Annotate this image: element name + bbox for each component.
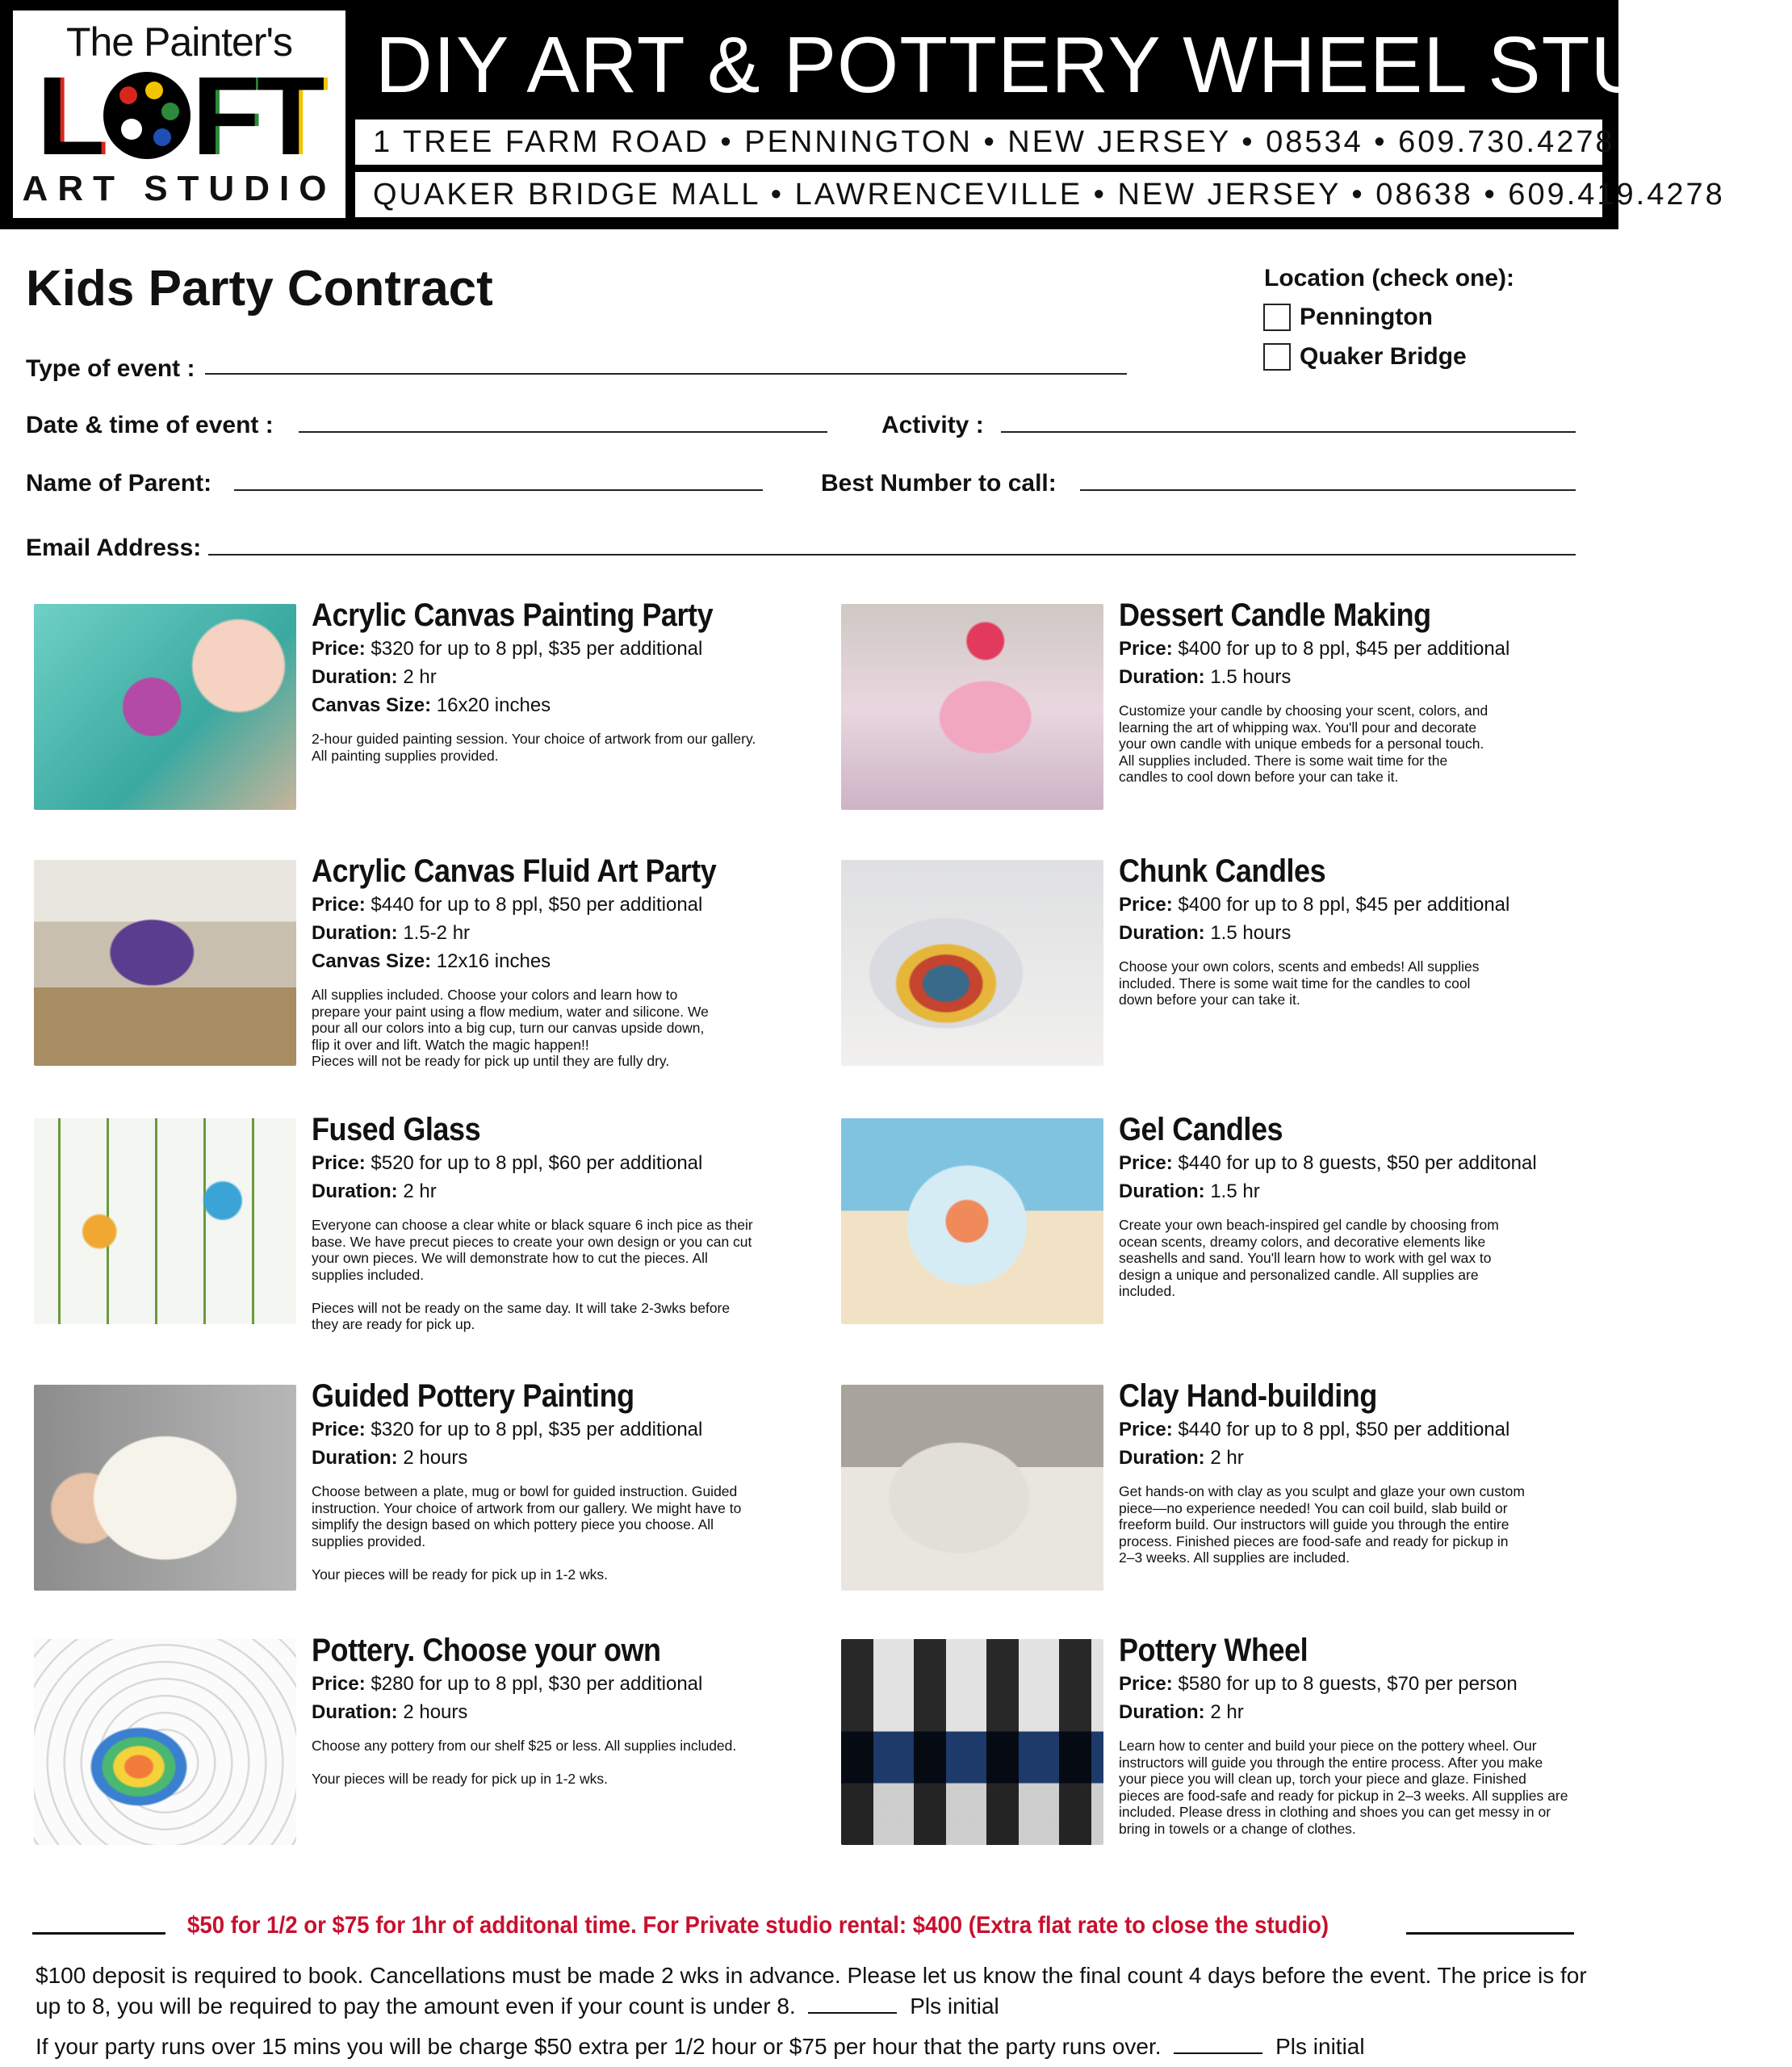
activity-photo — [841, 1118, 1103, 1324]
activity-photo — [34, 1118, 296, 1324]
activity-description: Choose your own colors, scents and embeds! All supplies included. There is some wait time for the candles to cool down before your can take it. — [1119, 958, 1480, 1008]
activity-photo — [34, 1639, 296, 1845]
checkbox-label-quaker-bridge: Quaker Bridge — [1300, 343, 1467, 370]
best-number-label: Best Number to call: — [821, 470, 1057, 497]
activity-card-dessert-candle-making — [841, 596, 1632, 838]
activity-name: Pottery. Choose your own — [312, 1633, 661, 1668]
activity-description: Create your own beach-inspired gel candle by choosing from ocean scents, dreamy colors, and decorative elements like seashells and sand. You'll learn how to work with gel wax to design a unique and personalized candle. All supplies are included. — [1119, 1217, 1499, 1299]
activity-duration: Duration: 2 hours — [312, 1701, 468, 1723]
deposit-initial-field[interactable] — [808, 1996, 897, 2014]
activity-name: Dessert Candle Making — [1119, 597, 1431, 633]
overtime-initial-field[interactable] — [1174, 2036, 1262, 2054]
extra-time-note: $50 for 1/2 or $75 for 1hr of additonal time. For Private studio rental: $400 (Extra flat rate to close the studio) — [187, 1912, 1329, 1939]
checkbox-quaker-bridge[interactable] — [1263, 343, 1291, 371]
activity-duration: Duration: 2 hr — [312, 1180, 437, 1202]
activity-photo — [34, 860, 296, 1066]
activity-duration: Duration: 1.5 hr — [1119, 1180, 1260, 1202]
activity-price: Price: $580 for up to 8 guests, $70 per person — [1119, 1673, 1518, 1695]
email-label: Email Address: — [26, 535, 202, 561]
activity-description: Choose any pottery from our shelf $25 or less. All supplies included. Your pieces will be ready for pick up in 1-2 wks. — [312, 1738, 737, 1787]
deposit-initial-label: Pls initial — [910, 1994, 999, 2019]
activity-card-chunk-candles — [841, 852, 1632, 1094]
activity-info — [1119, 1110, 1631, 1300]
footer-rule-left — [32, 1932, 165, 1935]
activity-card-clay-hand-building — [841, 1377, 1632, 1619]
activity-duration: Duration: 2 hr — [1119, 1447, 1244, 1469]
activity-card-pottery-wheel — [841, 1631, 1632, 1873]
studio-title: DIY ART & POTTERY WHEEL STUDIO — [375, 20, 1792, 109]
address-pennington: 1 TREE FARM ROAD • PENNINGTON • NEW JERSEY • 08534 • 609.730.4278 — [355, 119, 1602, 165]
activity-description: Choose between a plate, mug or bowl for guided instruction. Guided instruction. Your choice of artwork from our gallery. We might have to simplify the design based on which pottery piece you choose. All supplies provided. Your pieces will be ready for pick up in 1-2 wks. — [312, 1483, 742, 1583]
activity-price: Price: $400 for up to 8 ppl, $45 per additional — [1119, 894, 1510, 916]
activity-info — [312, 1377, 824, 1583]
activity-photo — [841, 1385, 1103, 1591]
activity-description: Get hands-on with clay as you sculpt and glaze your own custom piece—no experience needed! You can coil build, slab build or freeform build. Our instructors will guide you through the entire process. Finished pieces are food-safe and ready for pickup in 2–3 weeks. All supplies are included. — [1119, 1483, 1525, 1566]
overtime-terms — [36, 2031, 1593, 2062]
activity-description: Everyone can choose a clear white or black square 6 inch pice as their base. We have precut pieces to create your own design or you can cut your own pieces. We will demonstrate how to cut the pieces. All supplies included. Pieces will not be ready on the same day. It will take 2-3wks before they are ready for pick up. — [312, 1217, 753, 1332]
activity-card-acrylic-canvas-painting-party — [34, 596, 825, 838]
activity-name: Acrylic Canvas Fluid Art Party — [312, 853, 717, 889]
parent-name-label: Name of Parent: — [26, 470, 212, 497]
activity-name: Acrylic Canvas Painting Party — [312, 597, 714, 633]
activity-name: Guided Pottery Painting — [312, 1378, 634, 1414]
activity-description: Learn how to center and build your piece on the pottery wheel. Our instructors will guide you through the entire process. After you make your piece you will clean up, torch your piece and glaze. Finished pieces are food-safe and ready for pickup in 2–3 weeks. All supplies are included. Please dress in clothing and shoes you can get messy in or bring in towels or a change of clothes. — [1119, 1738, 1568, 1837]
activity-card-acrylic-canvas-fluid-art-party — [34, 852, 825, 1094]
activity-price: Price: $440 for up to 8 guests, $50 per additonal — [1119, 1152, 1537, 1174]
activity-info — [1119, 1377, 1631, 1566]
activity-description: Customize your candle by choosing your scent, colors, and learning the art of whipping wax. You'll pour and decorate your own candle with unique embeds for a personal touch. All supplies included. There is some wait time for the candles to cool down before your can take it. — [1119, 702, 1488, 785]
activity-duration: Duration: 2 hr — [312, 666, 437, 688]
activity-name: Gel Candles — [1119, 1112, 1283, 1147]
activity-name: Pottery Wheel — [1119, 1633, 1308, 1668]
activity-price: Price: $520 for up to 8 ppl, $60 per additional — [312, 1152, 703, 1174]
page-title: Kids Party Contract — [26, 261, 493, 317]
best-number-field[interactable] — [1080, 489, 1576, 491]
activity-info — [1119, 852, 1631, 1008]
activity-description: All supplies included. Choose your colors and learn how to prepare your paint using a flow medium, water and silicone. We pour all our colors into a big cup, turn our canvas upside down, flip it over and lift. Watch the magic happen!! Pieces will not be ready for pick up until they are fully dry. — [312, 987, 709, 1069]
activity-price: Price: $440 for up to 8 ppl, $50 per additional — [312, 894, 703, 916]
activity-price: Price: $320 for up to 8 ppl, $35 per additional — [312, 638, 703, 660]
date-time-field[interactable] — [299, 431, 827, 433]
activity-photo — [34, 604, 296, 810]
activity-card-pottery-choose-your-own — [34, 1631, 825, 1873]
palette-icon — [103, 72, 191, 159]
activity-duration: Duration: 1.5 hours — [1119, 922, 1292, 944]
location-title: Location (check one): — [1264, 265, 1515, 291]
activity-duration: Duration: 2 hr — [1119, 1701, 1244, 1723]
activity-name: Clay Hand-building — [1119, 1378, 1377, 1414]
activity-info — [312, 1110, 824, 1333]
header-banner — [0, 0, 1792, 229]
activity-name: Chunk Candles — [1119, 853, 1326, 889]
overtime-initial-label: Pls initial — [1275, 2034, 1365, 2059]
deposit-text: $100 deposit is required to book. Cancellations must be made 2 wks in advance. Please let us know the final count 4 days before the event. The price is for up to 8, you will be required to pay the amount even if your count is under 8. — [36, 1963, 1587, 2019]
activity-duration: Duration: 2 hours — [312, 1447, 468, 1469]
footer-rule-right — [1406, 1932, 1574, 1935]
activity-price: Price: $440 for up to 8 ppl, $50 per additional — [1119, 1419, 1510, 1440]
date-time-label: Date & time of event : — [26, 412, 274, 438]
deposit-terms — [36, 1960, 1593, 2022]
activity-duration: Duration: 1.5 hours — [1119, 666, 1292, 688]
activity-photo — [841, 604, 1103, 810]
type-of-event-label: Type of event : — [26, 355, 195, 382]
logo-tagline: The Painter's — [65, 19, 293, 65]
activity-info — [1119, 596, 1631, 786]
activity-info — [312, 596, 824, 764]
activity-photo — [841, 860, 1103, 1066]
type-of-event-field[interactable] — [205, 373, 1127, 375]
address-quaker-bridge: QUAKER BRIDGE MALL • LAWRENCEVILLE • NEW JERSEY • 08638 • 609.419.4278 — [355, 172, 1602, 217]
activity-price: Price: $280 for up to 8 ppl, $30 per additional — [312, 1673, 703, 1695]
activity-info — [1119, 1631, 1631, 1837]
activity-card-fused-glass — [34, 1110, 825, 1352]
activity-photo — [34, 1385, 296, 1591]
activity-description: 2-hour guided painting session. Your choice of artwork from our gallery. All painting supplies provided. — [312, 731, 756, 764]
activity-canvas-size: Canvas Size: 12x16 inches — [312, 950, 551, 972]
logo-subtitle: ART STUDIO — [22, 169, 337, 208]
parent-name-field[interactable] — [234, 489, 763, 491]
activity-photo — [841, 1639, 1103, 1845]
activity-info — [312, 1631, 824, 1788]
checkbox-label-pennington: Pennington — [1300, 304, 1433, 330]
email-field[interactable] — [208, 554, 1576, 556]
activity-duration: Duration: 1.5-2 hr — [312, 922, 471, 944]
checkbox-pennington[interactable] — [1263, 304, 1291, 331]
activity-price: Price: $400 for up to 8 ppl, $45 per additional — [1119, 638, 1510, 660]
overtime-text: If your party runs over 15 mins you will be charge $50 extra per 1/2 hour or $75 per hour that the party runs over. — [36, 2034, 1162, 2059]
activity-card-guided-pottery-painting — [34, 1377, 825, 1619]
activity-price: Price: $320 for up to 8 ppl, $35 per additional — [312, 1419, 703, 1440]
logo-wordmark: L FT — [36, 54, 322, 178]
activity-field[interactable] — [1001, 431, 1576, 433]
activity-canvas-size: Canvas Size: 16x20 inches — [312, 694, 551, 716]
activity-label: Activity : — [881, 412, 984, 438]
activity-info — [312, 852, 824, 1070]
activity-name: Fused Glass — [312, 1112, 481, 1147]
studio-logo — [13, 10, 345, 218]
activity-card-gel-candles — [841, 1110, 1632, 1352]
